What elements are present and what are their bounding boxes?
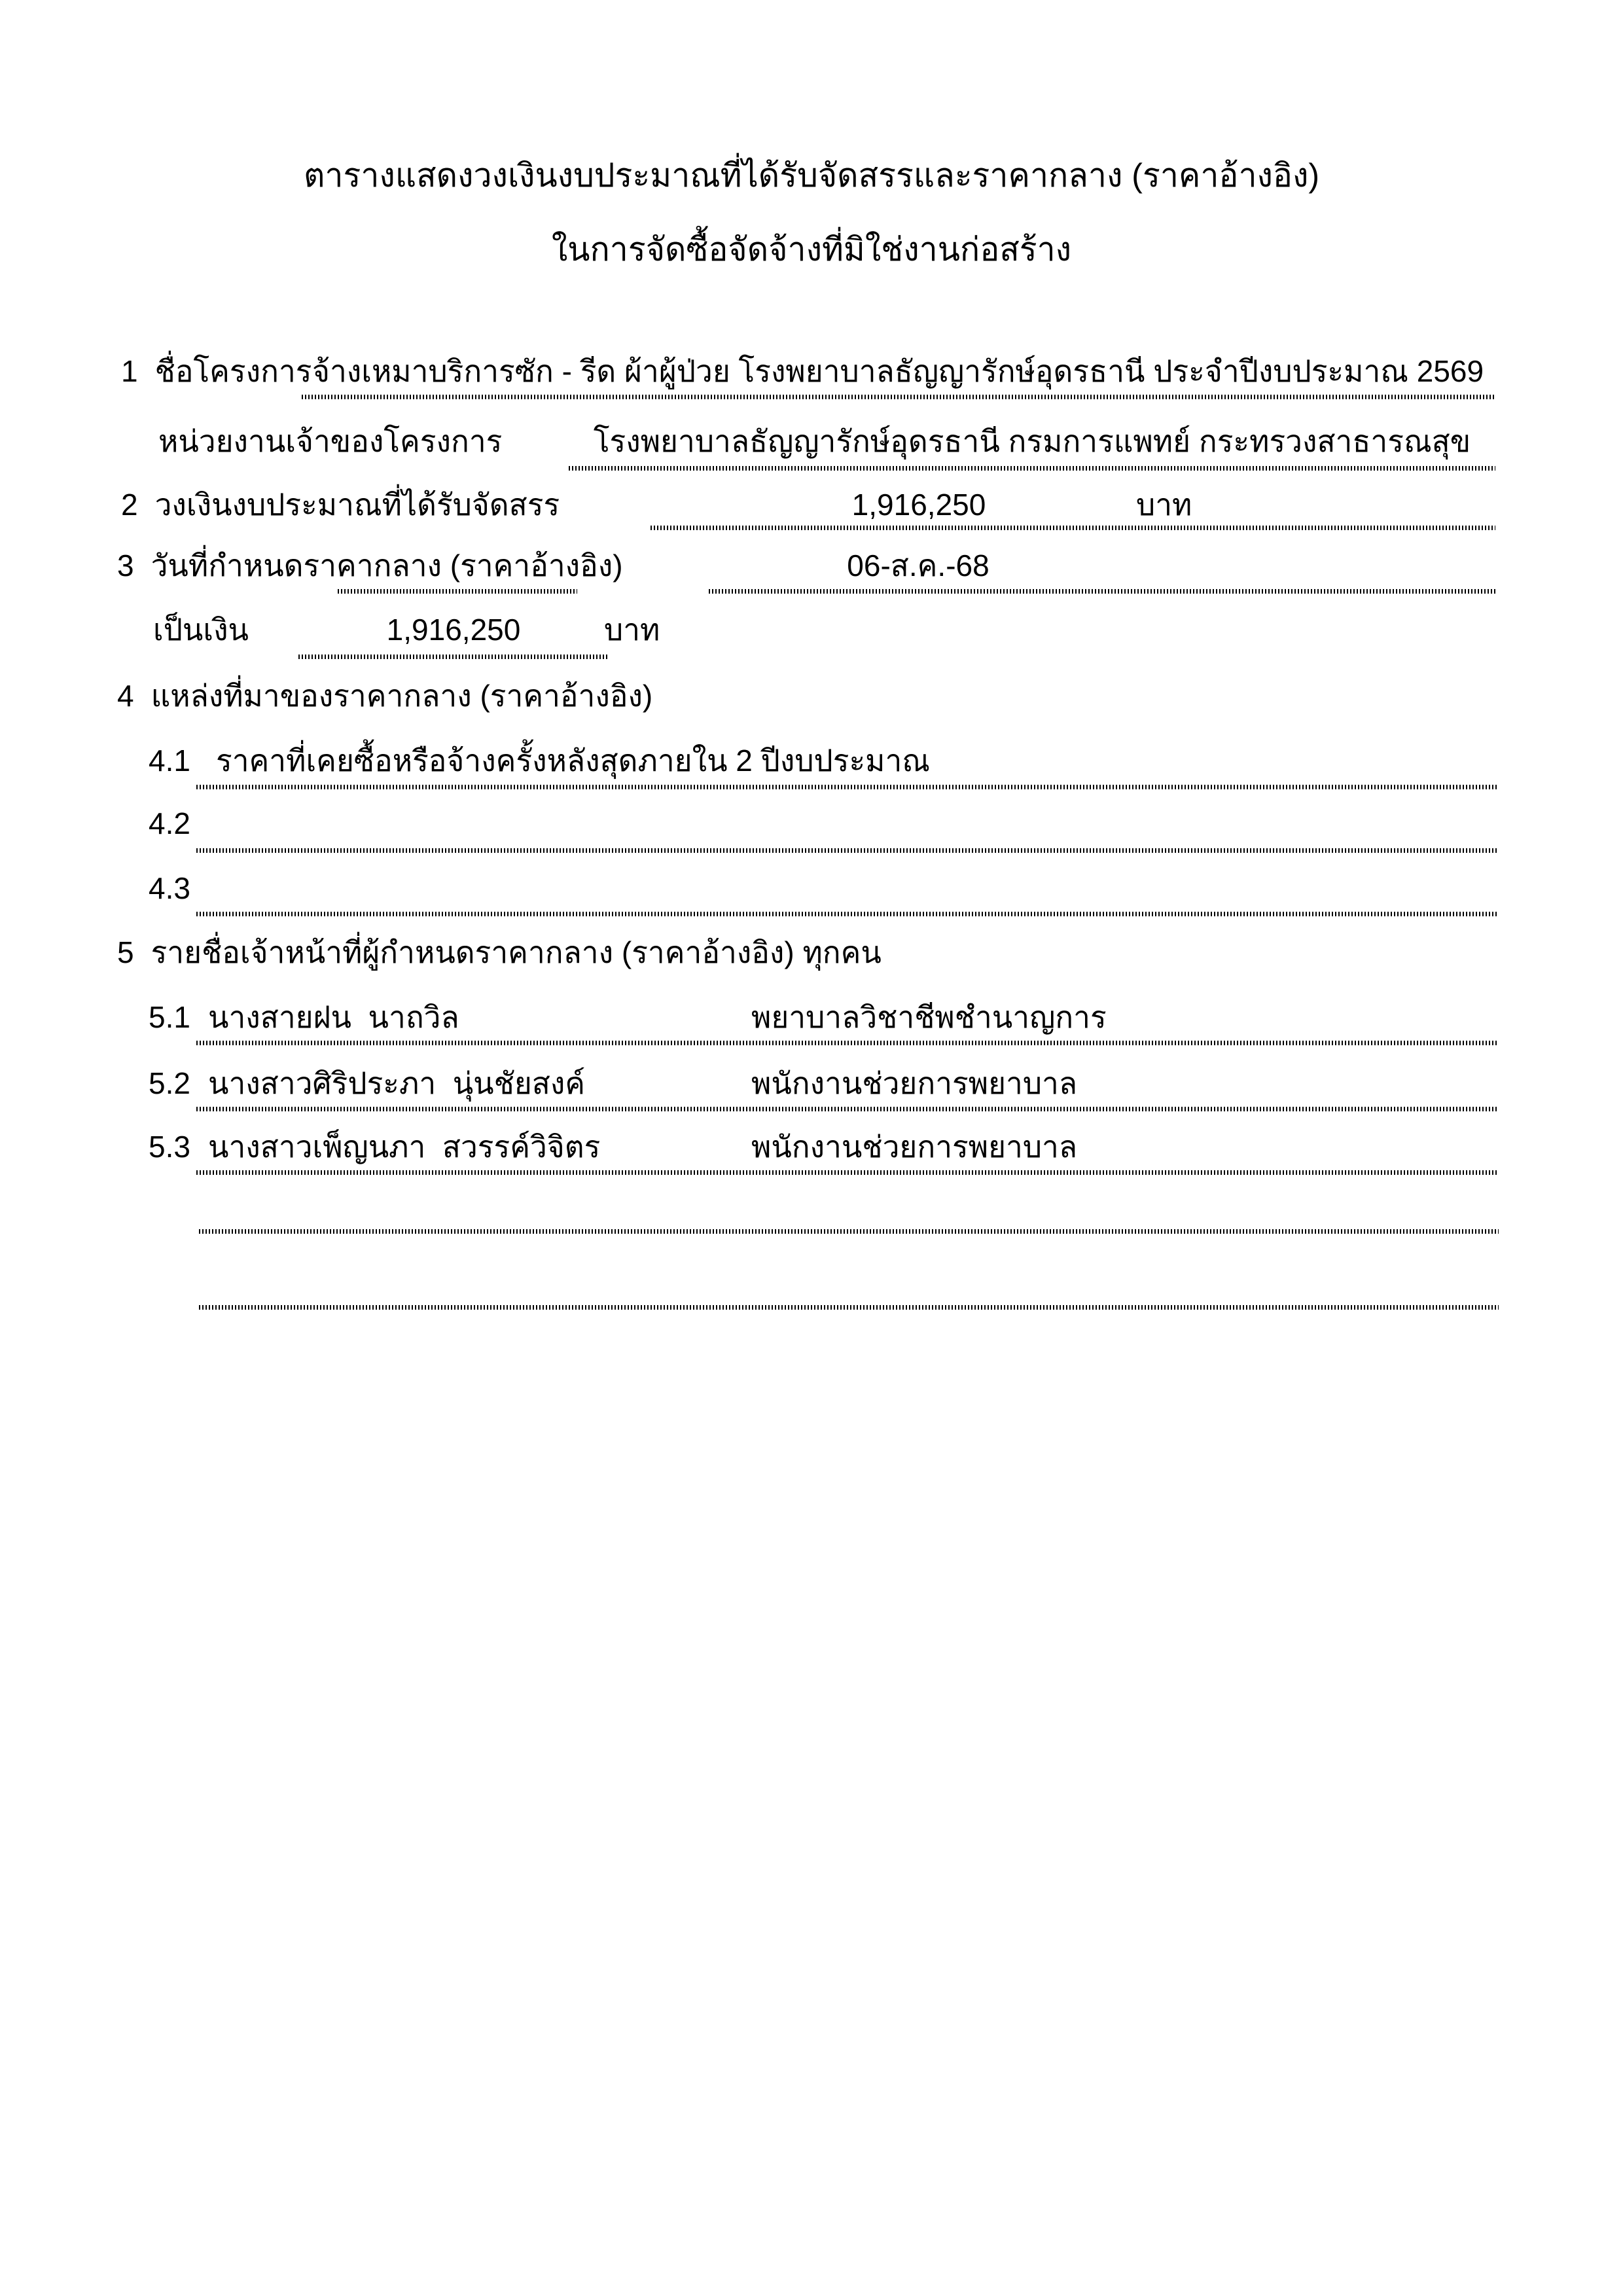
item1-label: ชื่อโครงการ: [154, 354, 312, 388]
fill-line-source-1: [196, 785, 1497, 789]
item4-sub1-number: 4.1: [149, 744, 190, 778]
item4-number: 4: [117, 679, 134, 713]
item5-row: [117, 929, 882, 975]
officer2-number: 5.2: [149, 1066, 190, 1100]
item4-sub3-number: 4.3: [149, 871, 190, 905]
amount-row-currency-unit: บาท: [604, 613, 660, 647]
item2-number: 2: [121, 488, 138, 522]
item2-budget-amount: 1,916,250: [851, 488, 986, 522]
officer2-position: พนักงานช่วยการพยาบาล: [751, 1066, 1078, 1100]
fill-line-project-name: [302, 395, 1495, 399]
item1-number: 1: [121, 354, 138, 388]
officer3-number: 5.3: [149, 1130, 190, 1164]
item5-number: 5: [117, 935, 134, 969]
document-title-line1: ตารางแสดงวงเงินงบประมาณที่ได้รับจัดสรรและราคากลาง (ราคาอ้างอิง): [303, 157, 1320, 194]
officer2-name: นางสาวศิริประภา นุ่นชัยสงค์: [208, 1066, 586, 1100]
item5-label: รายชื่อเจ้าหน้าที่ผู้กำหนดราคากลาง (ราคาอ้างอิง) ทุกคน: [151, 935, 882, 969]
document-title-line2: ในการจัดซื้อจัดจ้างที่มิใช่งานก่อสร้าง: [551, 231, 1072, 268]
officer1-name: นางสายฝน นาถวิล: [208, 1000, 459, 1034]
fill-line-officer-2: [196, 1107, 1499, 1111]
item2-row: [121, 482, 560, 528]
fill-line-blank-2: [199, 1305, 1499, 1310]
amount-row-value: 1,916,250: [386, 613, 521, 647]
item4-sub2-number: 4.2: [149, 806, 190, 840]
item1-row: [121, 348, 312, 394]
item3-number: 3: [117, 548, 134, 583]
item2-currency-unit: บาท: [1136, 488, 1192, 522]
fill-line-source-3: [196, 912, 1497, 916]
fill-line-source-2: [196, 848, 1497, 853]
officer3-name: นางสาวเพ็ญนภา สวรรค์วิจิตร: [208, 1130, 601, 1164]
item4-label: แหล่งที่มาของราคากลาง (ราคาอ้างอิง): [151, 679, 653, 713]
fill-line-blank-1: [199, 1229, 1499, 1234]
amount-row-label: เป็นเงิน: [153, 613, 249, 647]
officer1-position: พยาบาลวิชาชีพชำนาญการ: [751, 1000, 1107, 1034]
officer1-number: 5.1: [149, 1000, 190, 1034]
item2-label: วงเงินงบประมาณที่ได้รับจัดสรร: [154, 488, 560, 522]
fill-line-date: [709, 589, 1495, 594]
item3-date-value: 06-ส.ค.-68: [847, 548, 990, 583]
agency-label: หน่วยงานเจ้าของโครงการ: [158, 424, 503, 458]
item3-row: [117, 543, 623, 588]
item4-sub1-text: ราคาที่เคยซื้อหรือจ้างครั้งหลังสุดภายใน 2 ปีงบประมาณ: [216, 744, 930, 778]
fill-line-officer-1: [196, 1041, 1499, 1045]
fill-line-officer-3: [196, 1170, 1499, 1175]
item3-label: วันที่กำหนดราคากลาง (ราคาอ้างอิง): [151, 548, 623, 583]
item4-row: [117, 673, 652, 719]
item1-project-name-value: จ้างเหมาบริการซัก - รีด ผ้าผู้ป่วย โรงพยาบาลธัญญารักษ์อุดรธานี ประจำปีงบประมาณ 2569: [312, 354, 1484, 388]
fill-line-date-left: [338, 589, 577, 594]
officer3-position: พนักงานช่วยการพยาบาล: [751, 1130, 1078, 1164]
fill-line-amount: [298, 655, 609, 659]
agency-value: โรงพยาบาลธัญญารักษ์อุดรธานี กรมการแพทย์ กระทรวงสาธารณสุข: [593, 424, 1471, 458]
fill-line-budget: [651, 526, 1495, 530]
fill-line-agency: [569, 466, 1495, 471]
